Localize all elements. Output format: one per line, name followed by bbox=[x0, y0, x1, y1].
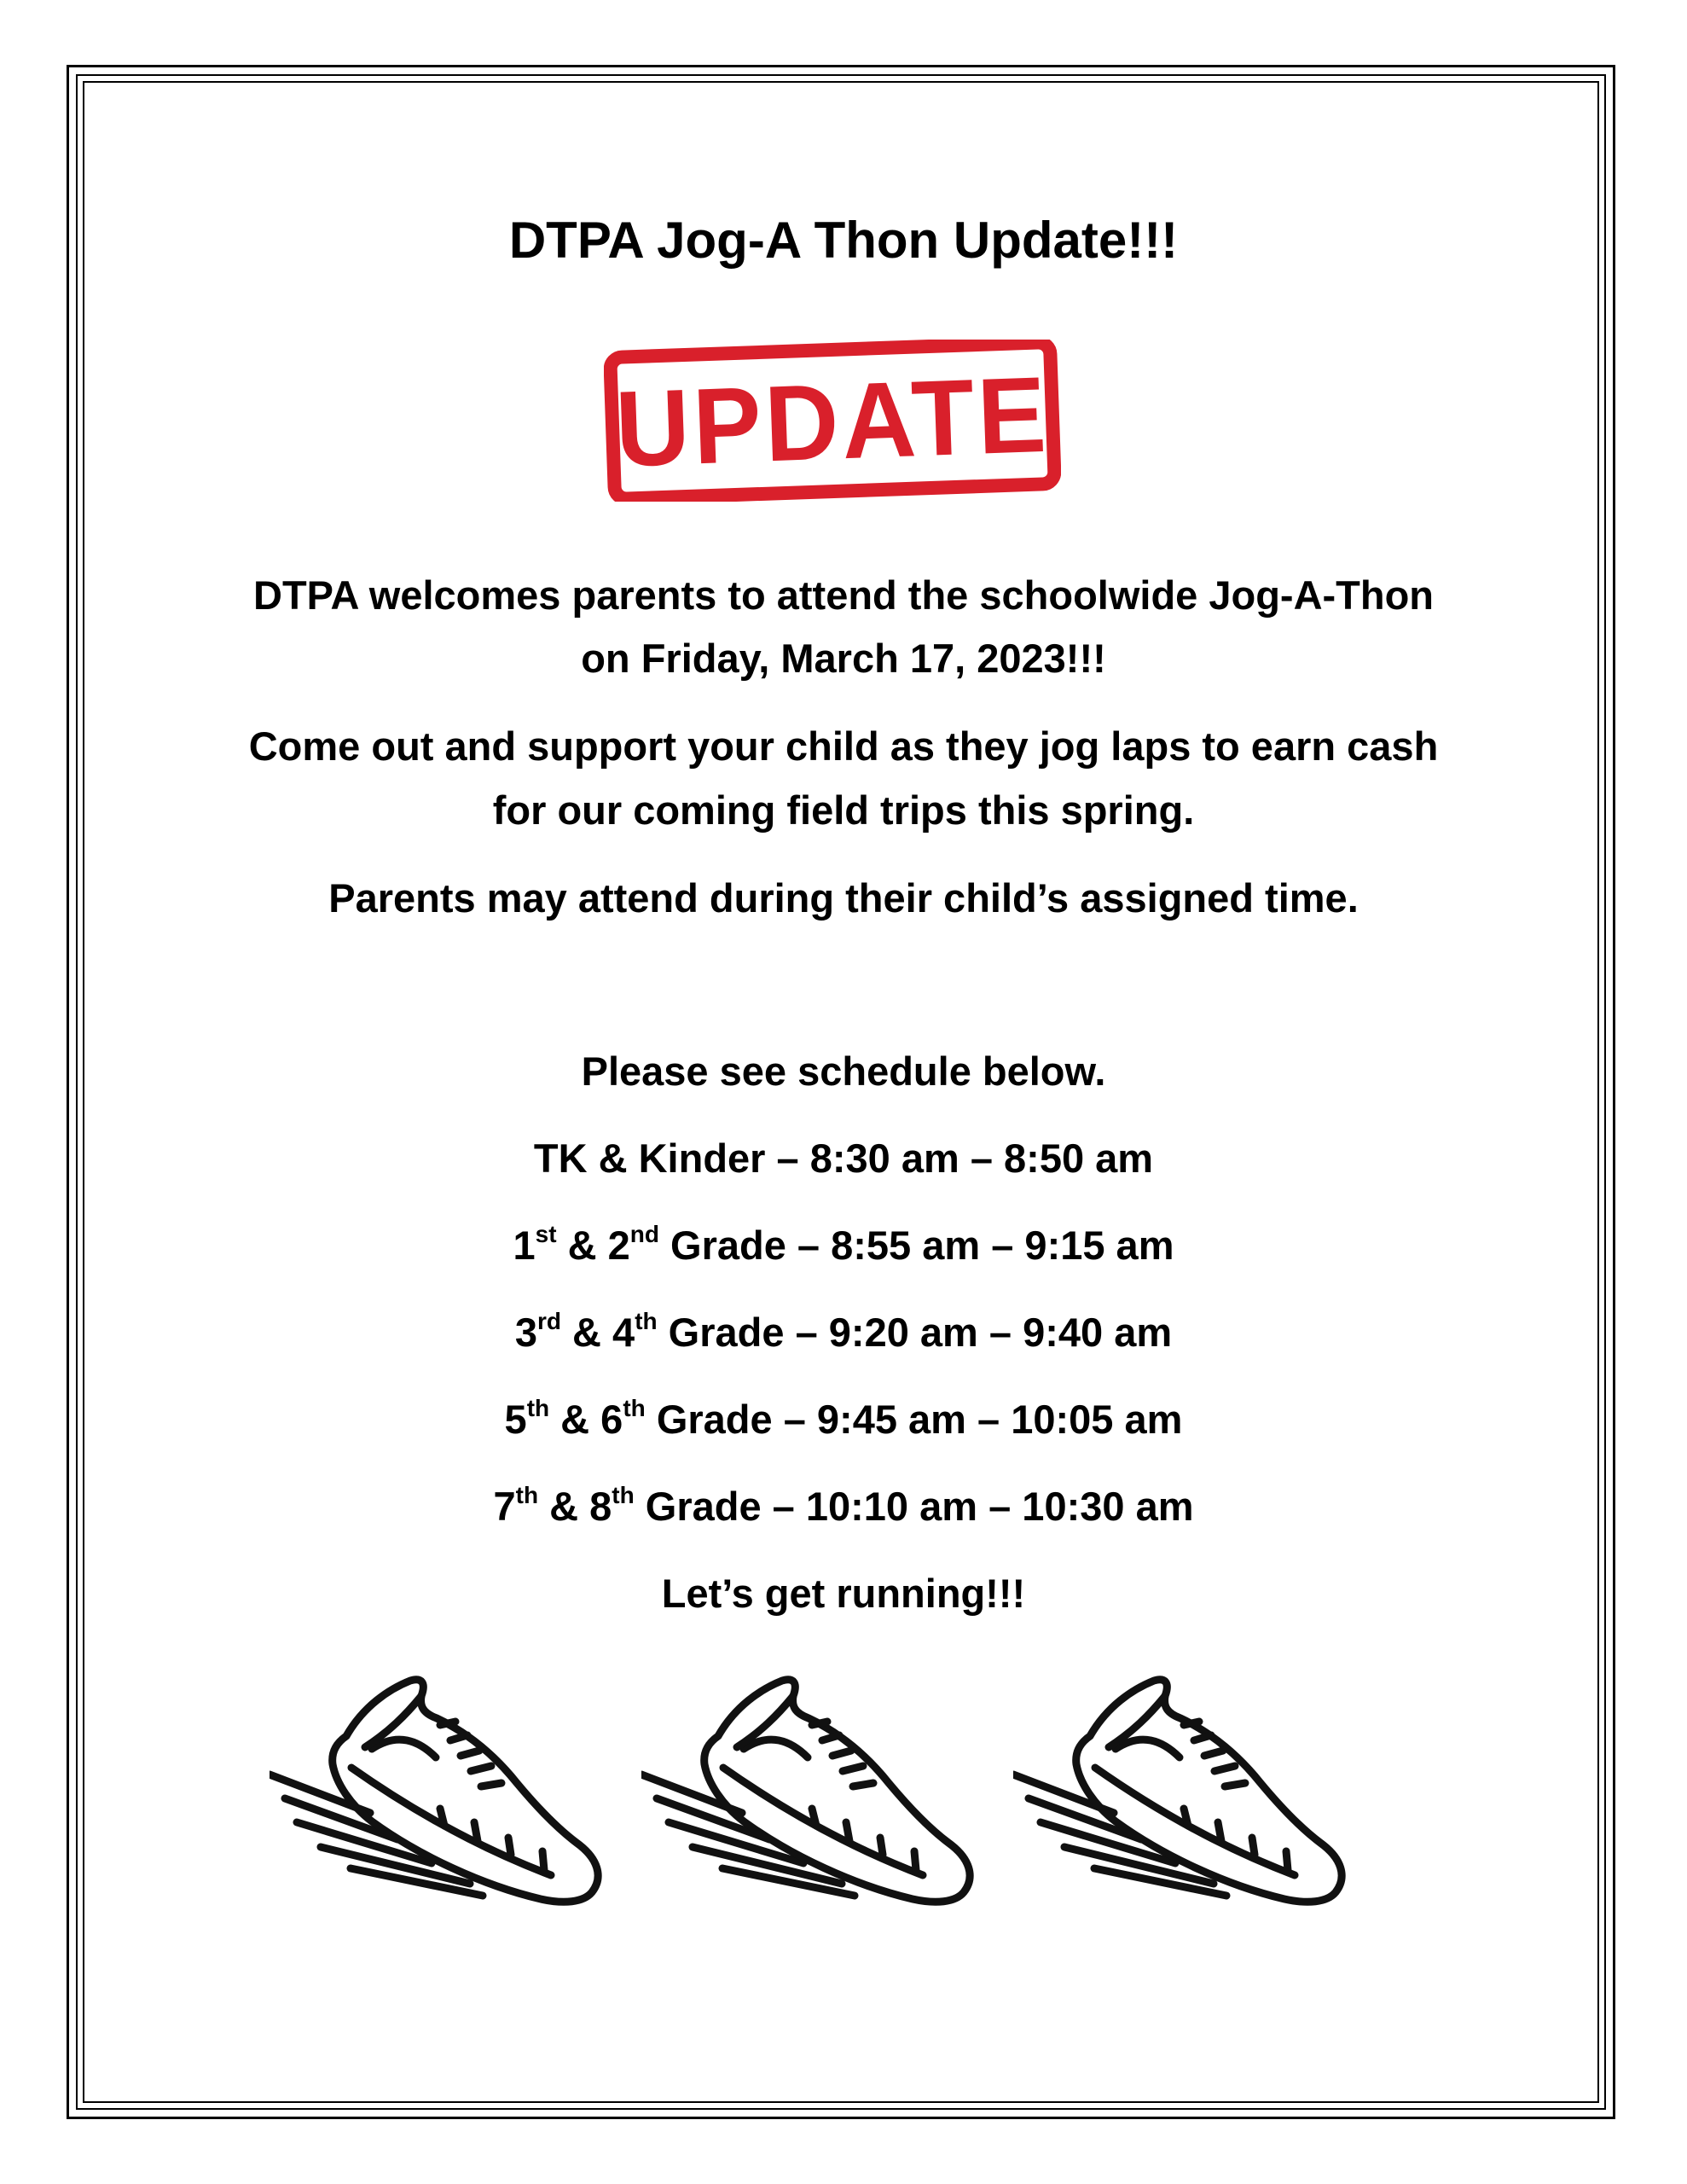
closing-line: Let’s get running!!! bbox=[661, 1571, 1026, 1616]
update-stamp-text: UPDATE bbox=[613, 355, 1052, 491]
grade-b-suffix: th bbox=[635, 1308, 658, 1334]
intro-line-1: DTPA welcomes parents to attend the schoolwide Jog-A-Thon bbox=[253, 572, 1434, 618]
grade-time: Grade – 9:45 am – 10:05 am bbox=[645, 1397, 1183, 1442]
grade-a: 3 bbox=[514, 1310, 537, 1355]
intro-line-4: for our coming field trips this spring. bbox=[492, 787, 1195, 833]
intro-line-3: Come out and support your child as they jog laps to earn cash bbox=[248, 723, 1439, 769]
schedule-row bbox=[0, 1220, 1687, 1271]
running-shoe-icon bbox=[1013, 1672, 1354, 1911]
grade-a-suffix: st bbox=[535, 1221, 557, 1247]
grade-a-suffix: th bbox=[515, 1482, 539, 1508]
running-shoe-icon bbox=[270, 1672, 611, 1911]
grade-time: Grade – 9:20 am – 9:40 am bbox=[657, 1310, 1173, 1355]
grade-b: & 8 bbox=[538, 1484, 612, 1529]
grade-time: Grade – 8:55 am – 9:15 am bbox=[658, 1223, 1174, 1268]
grade-b-suffix: th bbox=[623, 1395, 646, 1421]
grade-b-suffix: th bbox=[612, 1482, 635, 1508]
flyer-title: DTPA Jog-A Thon Update!!! bbox=[508, 212, 1179, 269]
update-stamp bbox=[604, 340, 1061, 502]
schedule-row bbox=[0, 1307, 1687, 1358]
schedule-row bbox=[0, 1394, 1687, 1445]
schedule-row: TK & Kinder – 8:30 am – 8:50 am bbox=[533, 1136, 1154, 1181]
grade-a: 1 bbox=[513, 1223, 536, 1268]
grade-b: & 6 bbox=[549, 1397, 623, 1442]
schedule-row bbox=[0, 1481, 1687, 1532]
grade-time: Grade – 10:10 am – 10:30 am bbox=[634, 1484, 1194, 1529]
grade-b: & 4 bbox=[560, 1310, 635, 1355]
running-shoe-icon bbox=[641, 1672, 983, 1911]
intro-line-5: Parents may attend during their child’s assigned time. bbox=[328, 875, 1359, 921]
grade-a: 7 bbox=[493, 1484, 516, 1529]
schedule-heading: Please see schedule below. bbox=[581, 1048, 1106, 1094]
grade-a: 5 bbox=[504, 1397, 527, 1442]
grade-b-suffix: nd bbox=[629, 1221, 659, 1247]
grade-a-suffix: th bbox=[526, 1395, 550, 1421]
intro-line-2: on Friday, March 17, 2023!!! bbox=[581, 636, 1106, 681]
grade-a-suffix: rd bbox=[536, 1308, 561, 1334]
grade-b: & 2 bbox=[556, 1223, 630, 1268]
